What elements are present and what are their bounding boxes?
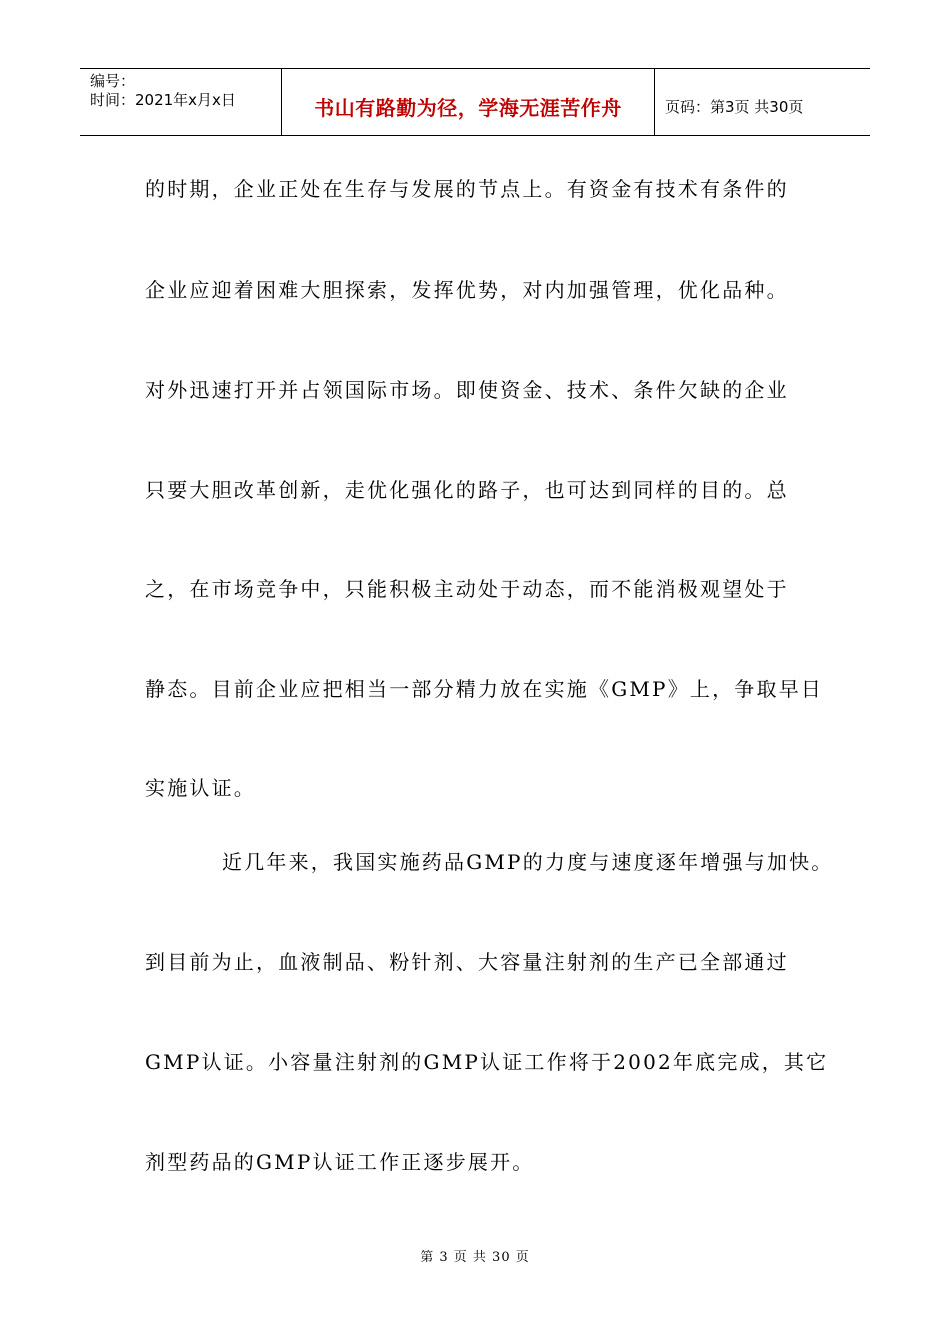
body-line: 对外迅速打开并占领国际市场。即使资金、技术、条件欠缺的企业 (145, 378, 789, 402)
header-meta-cell (80, 69, 282, 135)
header-table (80, 68, 870, 136)
body-line: 静态。目前企业应把相当一部分精力放在实施《GMP》上，争取早日 (145, 677, 824, 701)
body-line: 到目前为止，血液制品、粉针剂、大容量注射剂的生产已全部通过 (145, 950, 789, 974)
body-line: 企业应迎着困难大胆探索，发挥优势，对内加强管理，优化品种。 (145, 278, 789, 302)
header-page-cell (655, 69, 870, 135)
document-date: 时间：2021年x月x日 (90, 91, 236, 109)
page-footer: 第 3 页 共 30 页 (420, 1250, 530, 1265)
header-page-info: 页码：第3页 共30页 (665, 97, 804, 116)
header-motto-cell (282, 69, 655, 135)
header-motto: 书山有路勤为径，学海无涯苦作舟 (314, 95, 622, 120)
body-line: GMP认证。小容量注射剂的GMP认证工作将于2002年底完成，其它 (145, 1050, 829, 1074)
body-line: 剂型药品的GMP认证工作正逐步展开。 (145, 1150, 535, 1174)
document-number-label: 编号： (90, 72, 136, 90)
body-line-indented: 近几年来，我国实施药品GMP的力度与速度逐年增强与加快。 (222, 850, 834, 874)
body-line: 实施认证。 (145, 776, 256, 800)
body-line: 的时期，企业正处在生存与发展的节点上。有资金有技术有条件的 (145, 177, 789, 201)
body-line: 之，在市场竞争中，只能积极主动处于动态，而不能消极观望处于 (145, 577, 789, 601)
body-line: 只要大胆改革创新，走优化强化的路子，也可达到同样的目的。总 (145, 478, 789, 502)
